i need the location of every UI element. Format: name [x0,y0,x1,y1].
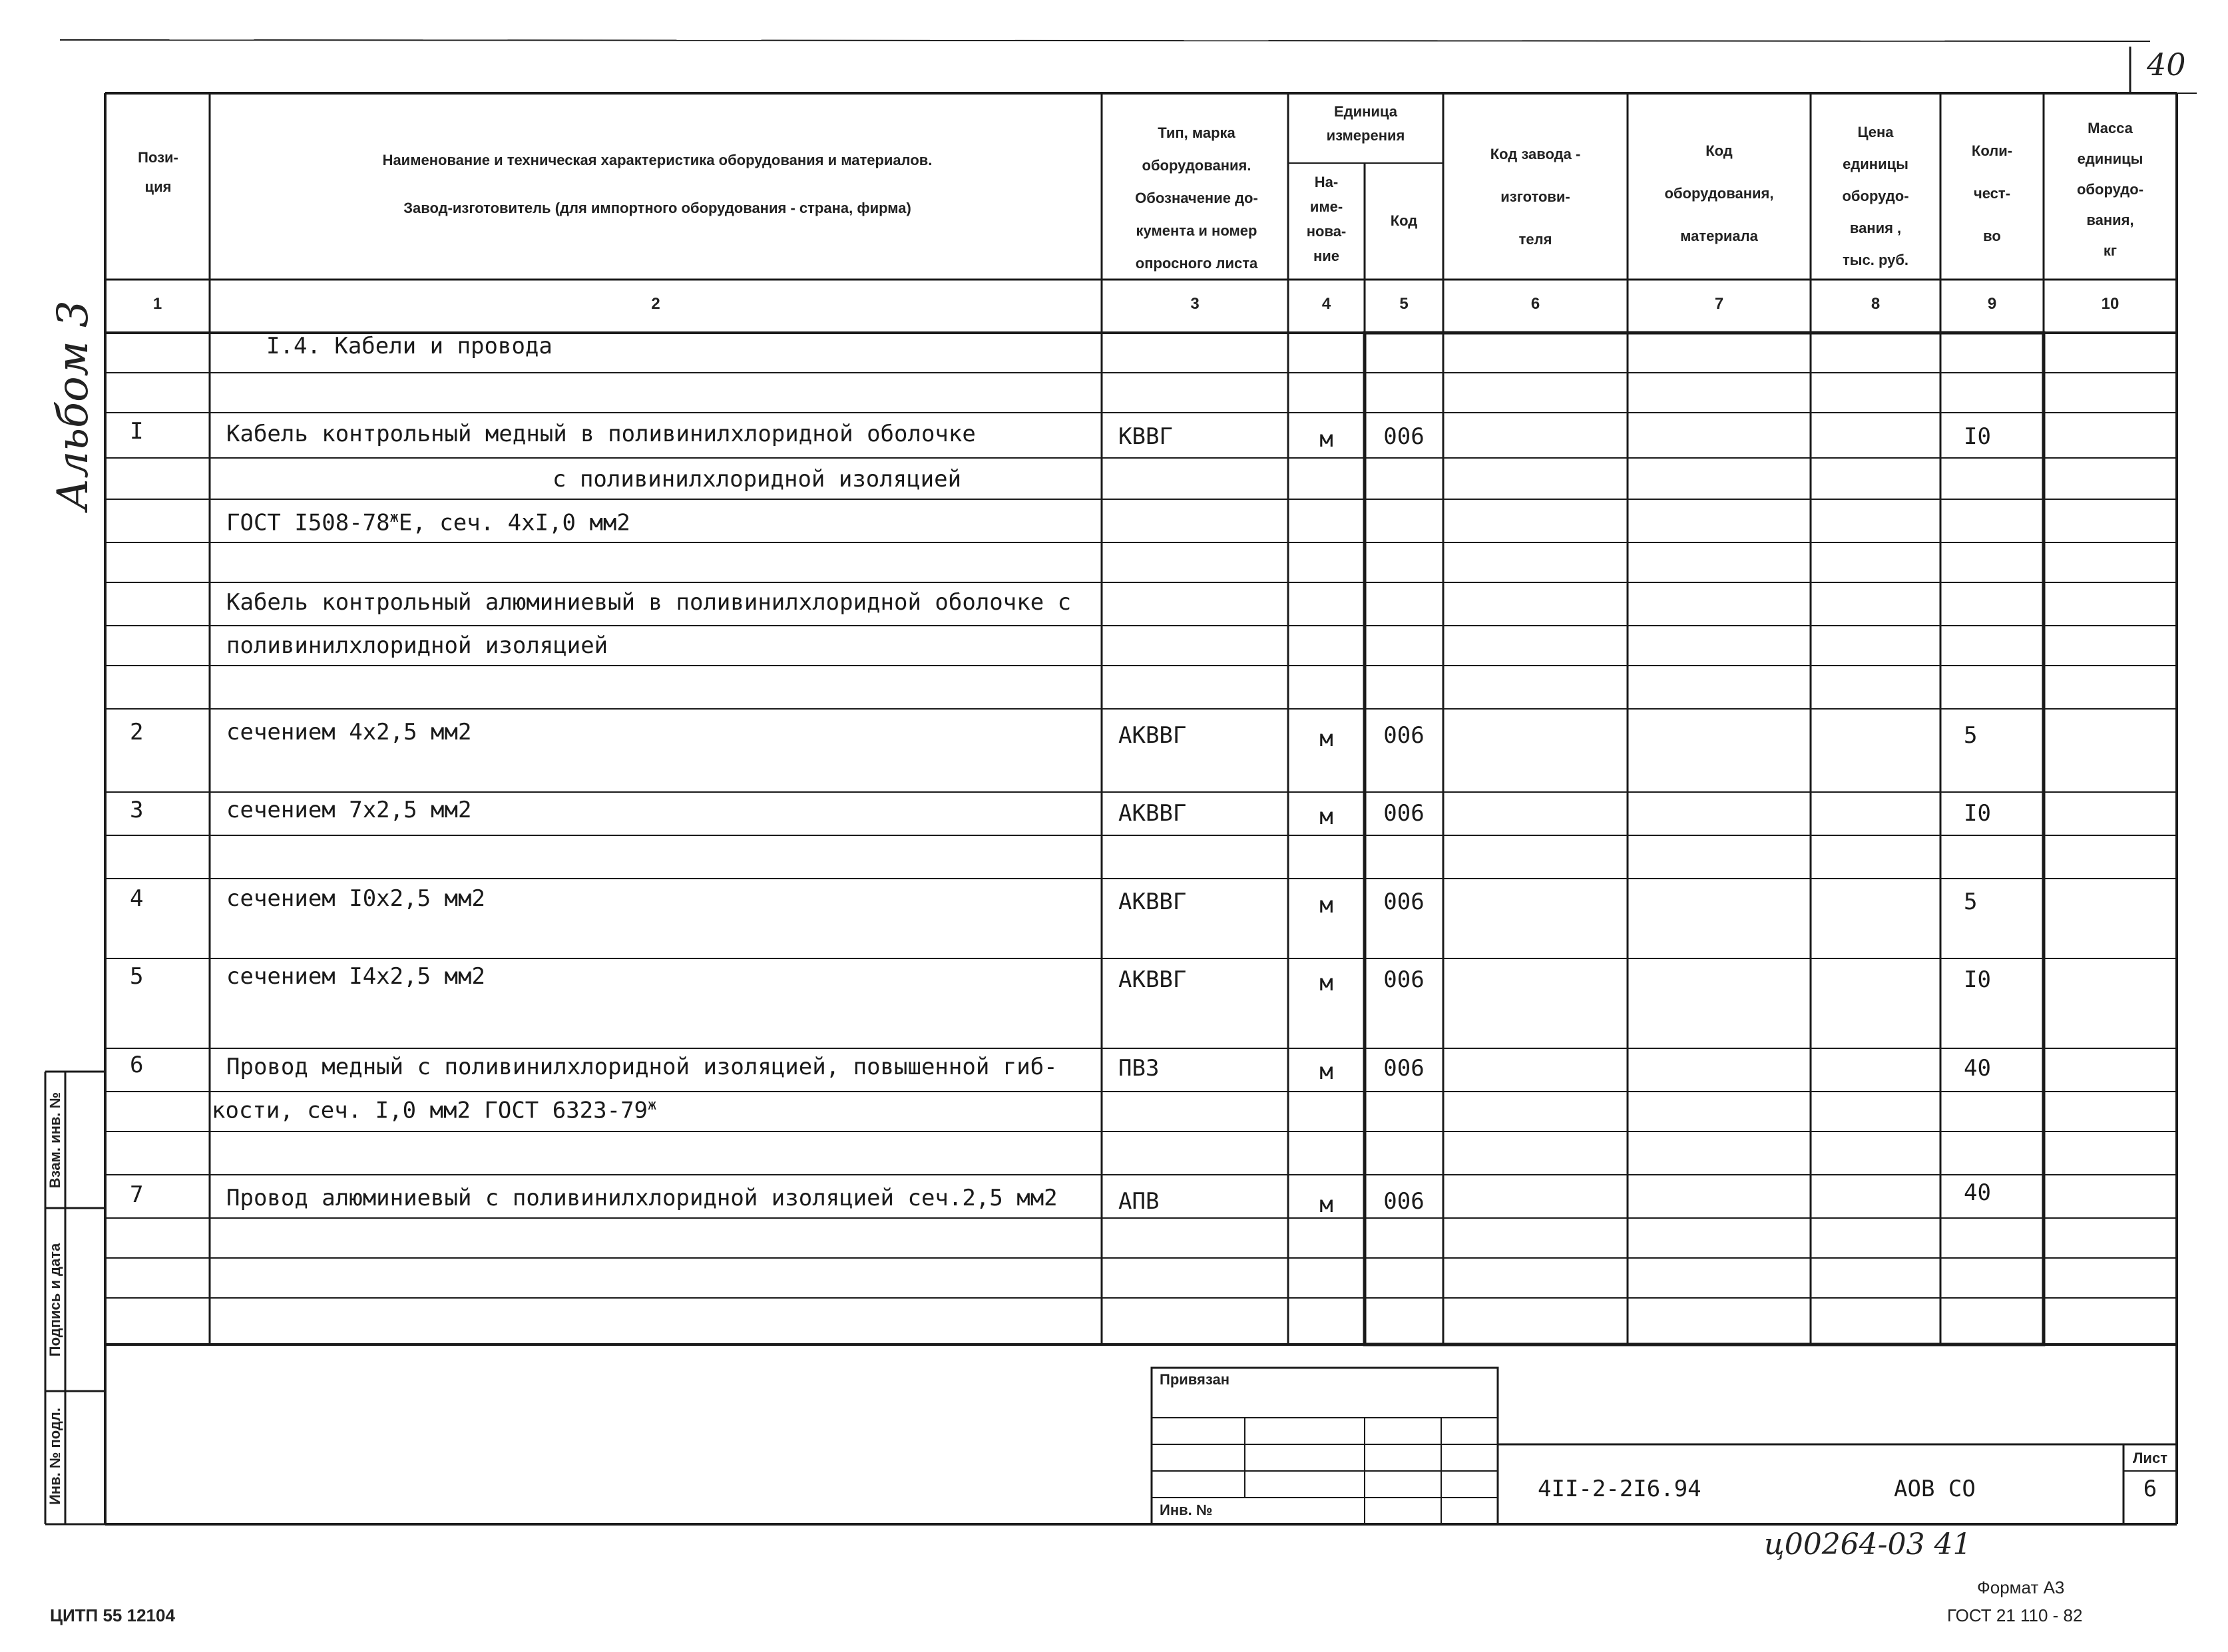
row-2-name: с поливинилхлоридной изоляцией [553,466,962,493]
colnum-7: 7 [1714,295,1724,313]
row-8-type: АКВВГ [1118,889,1187,915]
page-number: 40 [2147,47,2186,83]
row-12-pos: 7 [130,1181,144,1208]
gost-label: ГОСТ 21 110 - 82 [1947,1605,2083,1625]
row-10-unit: м [1319,1058,1333,1085]
row-7-unit: м [1319,803,1333,830]
row-8-unit: м [1319,892,1333,919]
row-11-name: кости, сеч. I,0 мм2 ГОСТ $6323-79^ж$ [212,1097,657,1124]
row-1-unit: м [1319,426,1333,453]
row-9-name: сечением I4х2,5 мм2 [226,963,485,990]
row-7-pos: 3 [130,797,144,823]
colnum-8: 8 [1871,295,1881,313]
row-8-code: 006 [1383,889,1425,915]
handwritten-code: ц00264-03 41 [1764,1528,1972,1561]
row-1-code: 006 [1383,423,1425,450]
row-10-qty: 40 [1964,1055,1991,1082]
row-8-name: сечением I0х2,5 мм2 [226,885,485,912]
header-col6: Код завода - изготови- теля [1490,146,1581,248]
header-col5: Код [1390,212,1418,229]
doc-code: 4II-2-2I6.94 [1538,1476,1701,1502]
row-8-qty: 5 [1964,889,1978,915]
stamp-inv: Инв. № подл. [47,1408,63,1505]
section-heading: I.4. Кабели и провода [266,333,553,359]
row-10-pos: 6 [130,1052,144,1078]
colnum-10: 10 [2101,295,2119,313]
row-1-name: Кабель контрольный медный в поливинилхлоридной оболочке [226,421,976,447]
row-5-name: поливинилхлоридной изоляцией [226,632,608,659]
row-1-qty: I0 [1964,423,1991,450]
row-9-pos: 5 [130,963,144,990]
header-unit-group: Единица измерения [1326,103,1405,144]
album-label: Альбом 3 [49,300,98,511]
list-label: Лист [2133,1450,2167,1466]
row-9-unit: м [1319,970,1333,996]
row-3-name: ГОСТ $I508-78^жЕ$, сеч. 4хI,0 мм2 [226,509,630,536]
list-number: 6 [2143,1476,2157,1502]
colnum-1: 1 [152,295,162,313]
row-10-name: Провод медный с поливинилхлоридной изоляцией, повышенной гиб- [226,1054,1058,1080]
title-privyazan: Привязан [1160,1371,1230,1388]
row-12-name: Провод алюминиевый с поливинилхлоридной изоляцией сеч.2,5 мм2 [226,1185,1058,1211]
header-col10: Масса единицы оборудо- вания, кг [2076,120,2144,259]
row-7-code: 006 [1383,800,1425,827]
header-col8: Цена единицы оборудо- вания , тыс. руб. [1842,124,1909,268]
row-1-type: КВВГ [1118,423,1173,450]
row-6-name: сечением 4х2,5 мм2 [226,719,472,745]
row-10-type: ПВ3 [1118,1055,1160,1082]
title-inv-no: Инв. № [1160,1502,1213,1518]
printer-label: ЦИТП 55 12104 [50,1605,175,1625]
row-7-type: АКВВГ [1118,800,1187,827]
row-12-type: АПВ [1118,1188,1160,1215]
colnum-3: 3 [1190,295,1200,313]
row-6-type: АКВВГ [1118,722,1187,749]
stamp-podpis: Подпись и дата [47,1243,63,1357]
colnum-4: 4 [1321,295,1331,313]
row-7-qty: I0 [1964,800,1991,827]
format-label: Формат А3 [1977,1577,2065,1597]
row-10-code: 006 [1383,1055,1425,1082]
header-col7: Код оборудования, материала [1664,142,1774,244]
row-9-qty: I0 [1964,966,1991,993]
row-6-pos: 2 [130,719,144,745]
row-7-name: сечением 7х2,5 мм2 [226,797,472,823]
header-col1: Пози- ция [138,149,178,195]
header-col3: Тип, марка оборудования. Обозначение до- кумента и номер опросного листа [1135,124,1258,272]
header-col9: Коли- чест- во [1971,142,2013,244]
row-12-qty: 40 [1964,1179,1991,1206]
row-1-pos: I [130,418,144,445]
colnum-6: 6 [1530,295,1540,313]
colnum-2: 2 [651,295,660,313]
row-6-code: 006 [1383,722,1425,749]
colnum-9: 9 [1987,295,1997,313]
row-12-code: 006 [1383,1188,1425,1215]
colnum-5: 5 [1399,295,1409,313]
row-6-unit: м [1319,725,1333,752]
row-8-pos: 4 [130,885,144,912]
doc-suffix: АОВ СО [1894,1476,1976,1502]
stamp-vzam: Взам. инв. № [47,1092,63,1189]
row-4-name: Кабель контрольный алюминиевый в поливинилхлоридной оболочке с [226,589,1072,616]
header-col2: Наименование и техническая характеристика оборудования и материалов. Завод-изготовитель (для импортного оборудования - страна, фирма) [382,152,933,216]
header-col4: На- име- нова- ние [1306,174,1347,264]
row-12-unit: м [1319,1191,1333,1218]
row-9-code: 006 [1383,966,1425,993]
row-6-qty: 5 [1964,722,1978,749]
row-9-type: АКВВГ [1118,966,1187,993]
